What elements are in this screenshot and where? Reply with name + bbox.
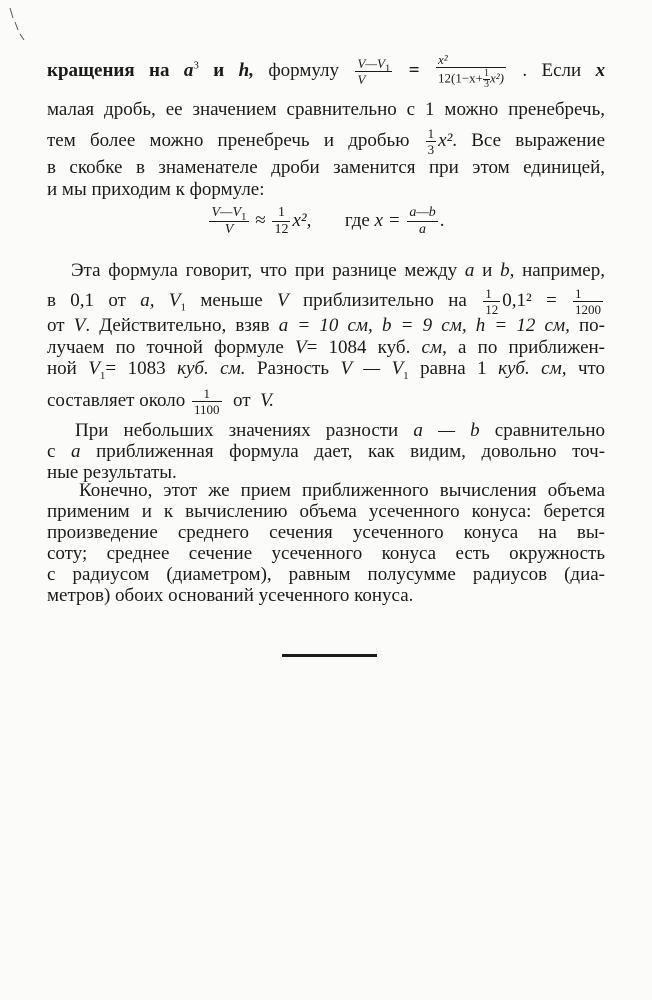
inner-numerator: 1 bbox=[484, 68, 489, 79]
var-x-squared: x² bbox=[438, 129, 453, 151]
section-divider bbox=[282, 654, 377, 657]
text-segment: При небольших значениях разности bbox=[75, 420, 399, 441]
fraction-denominator: 12 bbox=[485, 302, 499, 317]
paragraph-1-line-2 bbox=[47, 98, 605, 122]
text-segment: формулу bbox=[268, 59, 340, 81]
fraction-numerator: 1 bbox=[272, 206, 290, 222]
fraction-denominator: 3 bbox=[427, 142, 435, 157]
paragraph-2-line-3 bbox=[47, 314, 605, 338]
fraction-numerator: x² bbox=[438, 52, 448, 67]
inner-fraction bbox=[483, 69, 490, 90]
inner-denominator: 3 bbox=[484, 79, 489, 90]
text-segment: , например, bbox=[509, 260, 605, 281]
var-a: a bbox=[71, 441, 81, 462]
text-segment: от bbox=[233, 389, 251, 411]
text-segment: Разность bbox=[256, 358, 330, 379]
unit: см bbox=[421, 337, 443, 358]
text-segment: ной bbox=[47, 358, 77, 379]
text-segment: сравнительно bbox=[494, 420, 606, 441]
text-segment: и bbox=[213, 59, 225, 81]
text-segment: с радиусом (диаметром), равным полусумме радиусов (диа- bbox=[47, 564, 605, 585]
period: . bbox=[439, 209, 445, 231]
subscript: 1 bbox=[384, 62, 391, 75]
var-v: V bbox=[73, 315, 86, 336]
paragraph-4-line-6 bbox=[47, 584, 605, 608]
fraction-denominator: 1100 bbox=[193, 402, 220, 417]
paragraph-1-line-5 bbox=[47, 178, 605, 202]
fraction-numerator: V—V bbox=[357, 56, 385, 71]
text-segment: приблизительно на bbox=[303, 289, 467, 311]
expr-difference: a — b bbox=[413, 420, 480, 441]
text-segment: ные результаты. bbox=[47, 462, 177, 483]
text-segment: произведение среднего сечения усеченного конуса на вы- bbox=[47, 522, 605, 543]
paragraph-1-line-1 bbox=[47, 53, 605, 90]
fraction-numerator: 1 bbox=[192, 387, 222, 402]
text-segment: приближенная формула дает, как видим, довольно точ- bbox=[96, 441, 606, 462]
var-v: V. bbox=[260, 389, 274, 411]
var-x-def: x = bbox=[374, 209, 401, 231]
fraction-denominator: 1200 bbox=[575, 302, 602, 317]
fraction-denominator: 12(1−x+ bbox=[438, 70, 483, 86]
text-segment: где bbox=[344, 209, 370, 231]
var-v: V bbox=[294, 337, 307, 358]
text-segment: в 0,1 от bbox=[47, 289, 126, 311]
var-v: V bbox=[88, 358, 100, 379]
equation-a: a = 10 см, bbox=[278, 315, 373, 336]
var-a: a, bbox=[140, 289, 155, 311]
text-segment: . Действительно, взяв bbox=[85, 315, 270, 336]
var-v: V bbox=[277, 289, 289, 311]
paragraph-2-line-1 bbox=[47, 259, 605, 283]
text-segment: Эта формула говорит, что при разнице между bbox=[71, 260, 458, 281]
text-segment: лучаем по точной формуле bbox=[47, 337, 284, 358]
text-segment: . Все выражение bbox=[452, 129, 606, 151]
var-x-squared: x², bbox=[292, 209, 312, 231]
subscript: 1 bbox=[403, 369, 409, 382]
fraction-x-squared bbox=[436, 53, 506, 90]
fraction-numerator: 1 bbox=[427, 126, 435, 141]
fraction-denominator: 12 bbox=[274, 222, 289, 237]
formula-fraction-twelfth bbox=[272, 206, 290, 237]
text-segment: Конечно, этот же прием приближенного вычисления объема bbox=[79, 480, 605, 501]
var-h: h, bbox=[238, 59, 254, 81]
equals-sign: = bbox=[408, 59, 420, 81]
fraction-denominator-tail: x²) bbox=[490, 70, 504, 86]
display-formula bbox=[0, 206, 652, 237]
paragraph-2-line-5 bbox=[47, 357, 605, 381]
paragraph-2-line-6 bbox=[47, 387, 605, 416]
paragraph-1-line-4 bbox=[47, 156, 605, 180]
var-a: a bbox=[464, 260, 475, 281]
text-segment: применим и к вычислению объема усеченного конуса: берется bbox=[47, 501, 605, 522]
fraction-twelfth bbox=[483, 287, 500, 316]
unit: куб. см. bbox=[177, 358, 246, 379]
text-segment: меньше bbox=[200, 289, 263, 311]
approx-sign: ≈ bbox=[255, 209, 266, 231]
subscript: 1 bbox=[180, 301, 186, 314]
var-a: a bbox=[183, 59, 194, 81]
text-segment: малая дробь, ее значением сравнительно с 1 можно пренебречь, bbox=[47, 99, 605, 120]
text-segment: кращения на bbox=[47, 59, 170, 81]
fraction-numerator: 1 bbox=[483, 287, 500, 302]
fraction-1-1200 bbox=[573, 287, 603, 316]
fraction-denominator: V bbox=[224, 222, 234, 237]
subscript: 1 bbox=[99, 369, 106, 382]
formula-fraction-v bbox=[209, 206, 248, 237]
text-segment: по- bbox=[579, 315, 605, 336]
text-segment: тем более можно пренебречь и дробью bbox=[47, 129, 410, 151]
text-segment: метров) обоих оснований усеченного конуса. bbox=[47, 585, 414, 606]
fraction-numerator: 1 bbox=[573, 287, 603, 302]
unit: куб. см, bbox=[498, 358, 567, 379]
corner-scan-mark bbox=[4, 4, 30, 44]
text-segment: с bbox=[47, 441, 56, 462]
text-segment: соту; среднее сечение усеченного конуса есть окружность bbox=[47, 543, 605, 564]
fraction-denominator: V bbox=[357, 72, 366, 87]
fraction-numerator: a—b bbox=[409, 205, 436, 220]
exponent: 3 bbox=[193, 59, 199, 72]
text-segment: = 1084 куб. bbox=[306, 337, 411, 358]
text-segment: . Если bbox=[522, 59, 582, 81]
text-segment: и мы приходим к формуле: bbox=[47, 179, 265, 200]
var-v: V bbox=[168, 289, 181, 311]
fraction-denominator: a bbox=[419, 222, 427, 237]
formula-fraction-ab bbox=[407, 206, 437, 237]
text-segment: составляет около bbox=[47, 389, 186, 411]
equation-h: h = 12 см, bbox=[475, 315, 570, 336]
expr-difference: V — V bbox=[340, 358, 404, 379]
var-b: b bbox=[500, 260, 510, 281]
var-x: x bbox=[595, 59, 606, 81]
text-segment: и bbox=[482, 260, 493, 281]
paragraph-2-line-2 bbox=[47, 287, 605, 316]
subscript: 1 bbox=[241, 210, 247, 223]
text-segment: 0,1² = bbox=[502, 289, 557, 311]
text-segment: что bbox=[577, 358, 606, 379]
text-segment: = 1083 bbox=[105, 358, 166, 379]
paragraph-1-line-3 bbox=[47, 127, 605, 156]
fraction-v-ratio bbox=[355, 57, 392, 86]
text-segment: от bbox=[47, 315, 65, 336]
fraction-one-third bbox=[426, 127, 437, 156]
text-segment: равна 1 bbox=[420, 358, 487, 379]
fraction-1-1100 bbox=[192, 387, 222, 416]
text-segment: , а по приближен- bbox=[442, 337, 605, 358]
fraction-numerator: V—V bbox=[211, 205, 242, 220]
equation-b: b = 9 см, bbox=[381, 315, 467, 336]
text-segment: в скобке в знаменателе дроби заменится при этом единицей, bbox=[47, 157, 605, 178]
